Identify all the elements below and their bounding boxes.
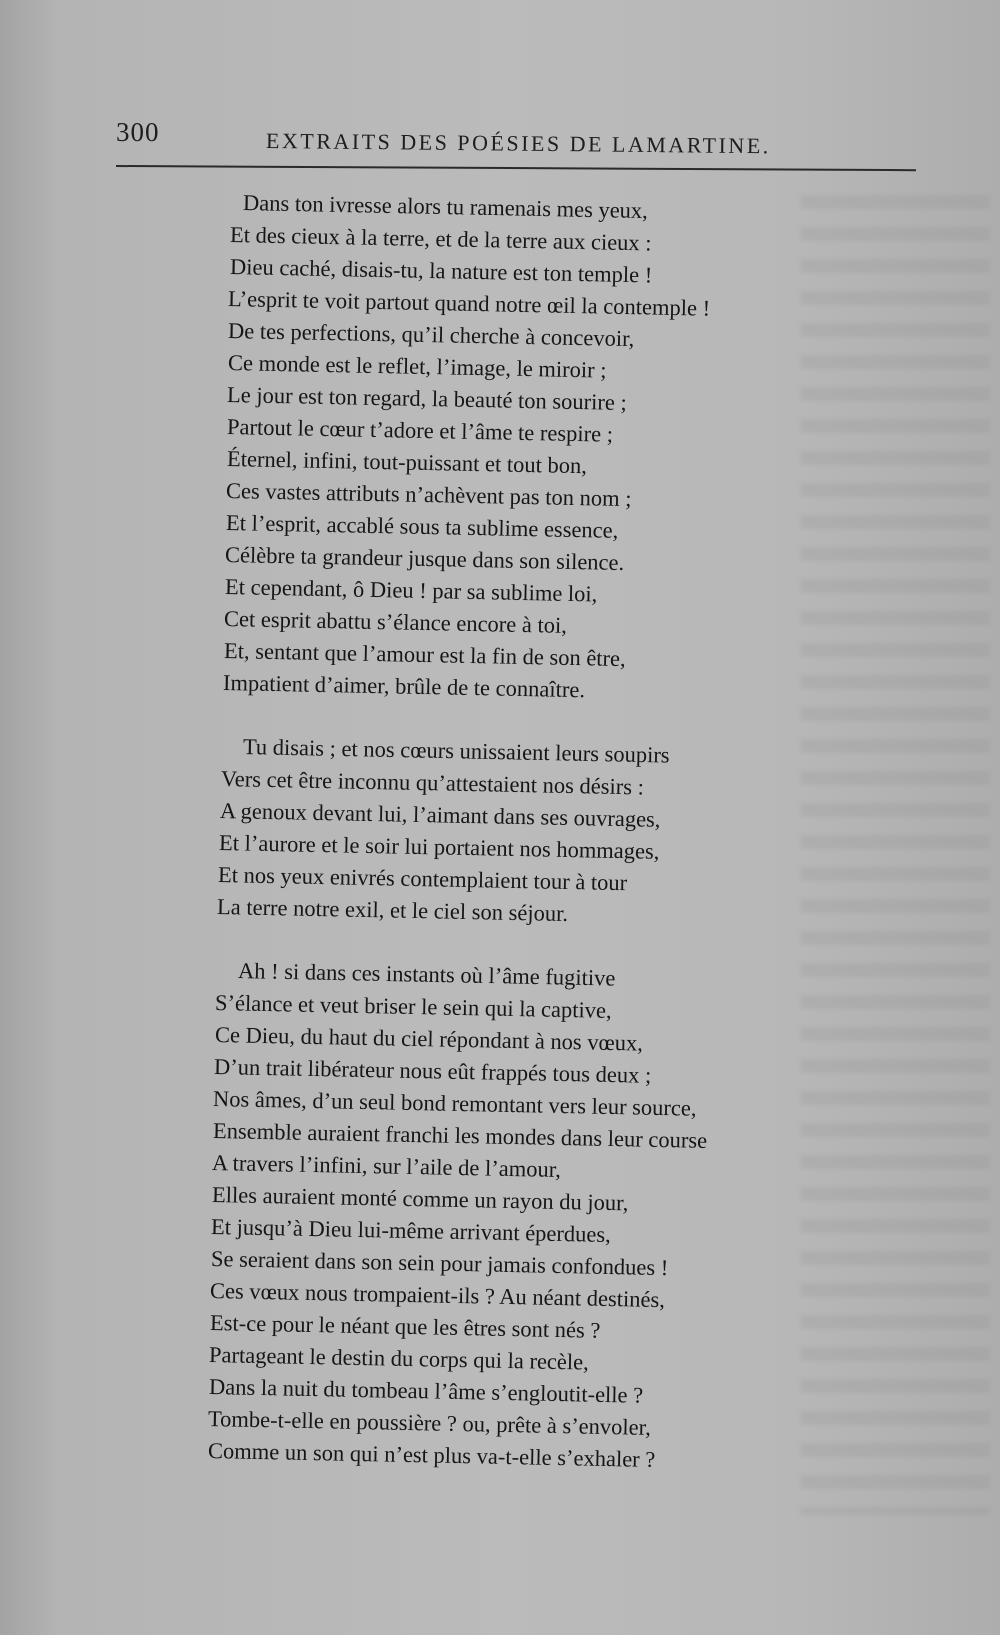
poem-line: De tes perfections, qu’il cherche à concevoir,: [227, 318, 635, 352]
poem-line: Se seraient dans son sein pour jamais confondues !: [210, 1246, 669, 1281]
poem-line: Et l’aurore et le soir lui portaient nos hommages,: [218, 830, 660, 864]
poem-line: Le jour est ton regard, la beauté ton sourire ;: [226, 382, 628, 416]
poem-line: Impatient d’aimer, brûle de te connaître.: [222, 670, 586, 703]
poem-line: Nos âmes, d’un seul bond remontant vers leur source,: [212, 1086, 697, 1121]
poem-line: Dans ton ivresse alors tu ramenais mes yeux,: [242, 190, 649, 224]
poem-line: Dans la nuit du tombeau l’âme s’engloutit-elle ?: [208, 1374, 644, 1408]
poem-line: Ah ! si dans ces instants où l’âme fugitive: [237, 958, 616, 991]
page-number: 300: [116, 117, 160, 147]
poem-line: Ces vastes attributs n’achèvent pas ton nom ;: [225, 478, 632, 512]
poem-line: Dieu caché, disais-tu, la nature est ton temple !: [229, 254, 653, 288]
poem-line: La terre notre exil, et le ciel son séjour.: [216, 894, 569, 927]
poem-line: Et nos yeux enivrés contemplaient tour à tour: [217, 862, 628, 896]
poem-line: Ce monde est le reflet, l’image, le miroir ;: [227, 350, 607, 383]
poem-line: Ensemble auraient franchi les mondes dans leur course: [212, 1118, 708, 1153]
poem-line: Éternel, infini, tout-puissant et tout bon,: [226, 446, 588, 479]
poem-line: D’un trait libérateur nous eût frappés tous deux ;: [213, 1054, 652, 1088]
running-title: EXTRAITS DES POÉSIES DE LAMARTINE.: [265, 128, 771, 159]
poem-line: Est-ce pour le néant que les êtres sont nés ?: [209, 1310, 601, 1343]
poem-line: Partageant le destin du corps qui la recèle,: [208, 1342, 590, 1375]
poem-line: Célèbre ta grandeur jusque dans son silence.: [224, 542, 625, 576]
poem-line: A genoux devant lui, l’aimant dans ses ouvrages,: [219, 798, 661, 832]
poem-line: Comme un son qui n’est plus va-t-elle s’exhaler ?: [207, 1438, 656, 1472]
poem-line: A travers l’infini, sur l’aile de l’amour,: [211, 1150, 562, 1183]
poem-line: Elles auraient monté comme un rayon du jour,: [211, 1182, 629, 1216]
poem-line: Tu disais ; et nos cœurs unissaient leurs soupirs: [242, 734, 670, 768]
poem-line: S’élance et veut briser le sein qui la captive,: [214, 990, 612, 1023]
poem-line: Partout le cœur t’adore et l’âme te respire ;: [226, 414, 614, 447]
poem-line: Vers cet être inconnu qu’attestaient nos désirs :: [220, 766, 645, 800]
poem-line: Et cependant, ô Dieu ! par sa sublime loi,: [224, 574, 598, 607]
poem-line: Et l’esprit, accablé sous ta sublime essence,: [225, 510, 619, 543]
poem-line: L’esprit te voit partout quand notre œil la contemple !: [227, 286, 711, 321]
poem-line: Et, sentant que l’amour est la fin de son être,: [223, 638, 626, 672]
poem-line: Cet esprit abattu s’élance encore à toi,: [223, 606, 568, 638]
poem-line: Et jusqu’à Dieu lui-même arrivant éperdues,: [210, 1214, 612, 1248]
poem-line: Et des cieux à la terre, et de la terre aux cieux :: [229, 222, 652, 256]
poem-line: Tombe-t-elle en poussière ? ou, prête à s’envoler,: [207, 1406, 652, 1440]
poem-line: Ce Dieu, du haut du ciel répondant à nos vœux,: [214, 1022, 644, 1056]
poem-line: Ces vœux nous trompaient-ils ? Au néant destinés,: [209, 1278, 666, 1313]
